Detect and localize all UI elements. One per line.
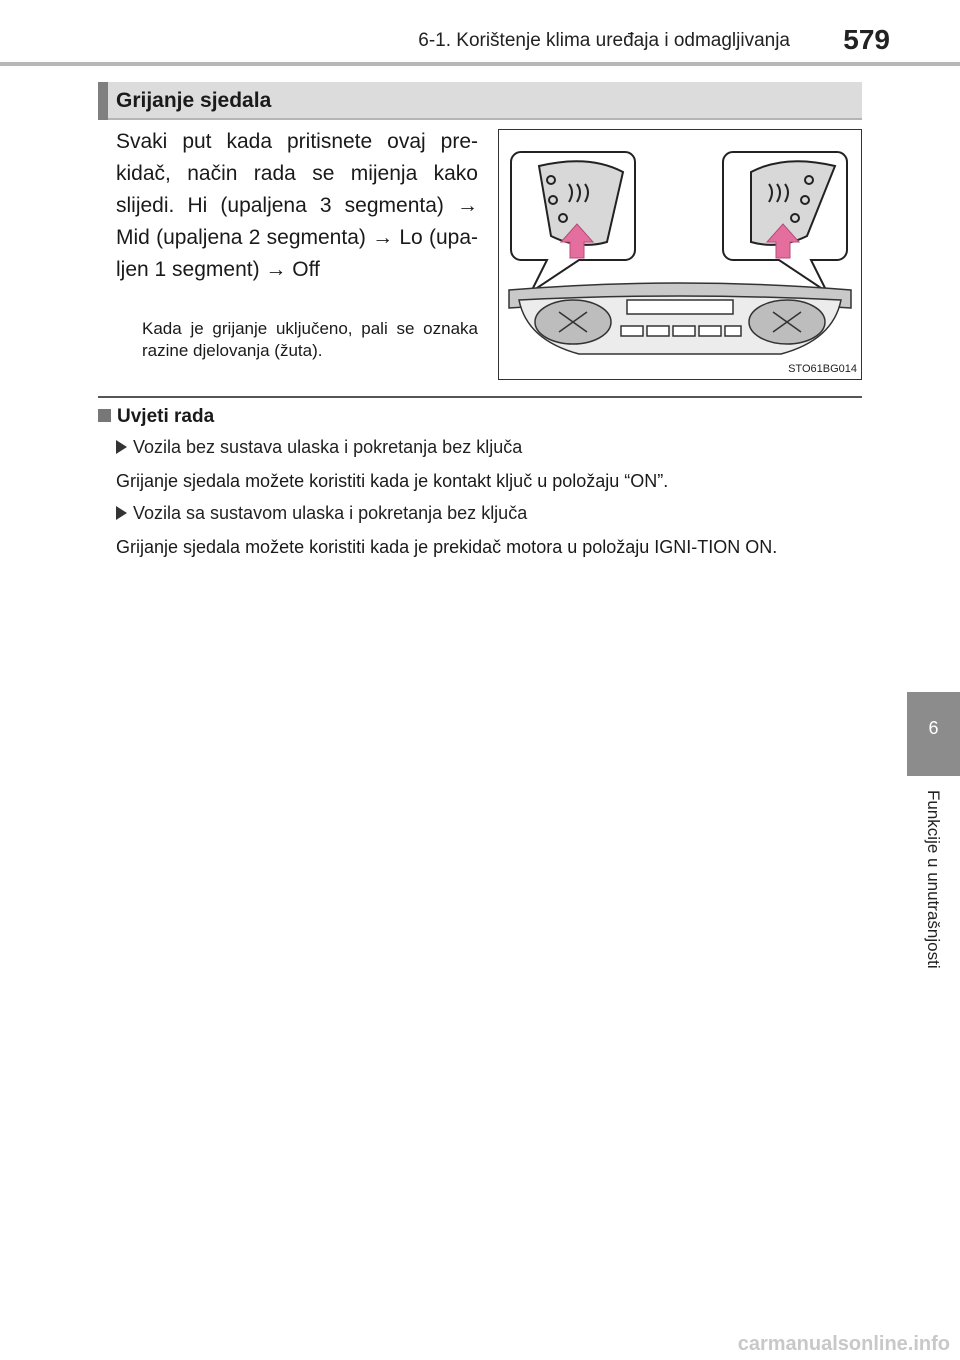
seat-heater-figure bbox=[498, 129, 862, 380]
watermark: carmanualsonline.info bbox=[737, 1333, 950, 1355]
bullet-text: Vozila bez sustava ulaska i pokretanja bez ključa bbox=[133, 437, 523, 457]
conditions-heading-text: Uvjeti rada bbox=[117, 406, 215, 427]
bullet-text: Vozila sa sustavom ulaska i pokretanja bez ključa bbox=[133, 503, 528, 523]
condition-text-2: Grijanje sjedala možete koristiti kada je prekidač motora u položaju IGNI-TION ON. bbox=[116, 537, 778, 557]
seat-heater-illustration bbox=[499, 130, 861, 379]
left-callout bbox=[511, 152, 635, 292]
note-text: Kada je grijanje uključeno, pali se oznaka razine djelovanja (žuta). bbox=[142, 319, 478, 360]
chapter-tab[interactable] bbox=[907, 692, 960, 776]
square-bullet-icon bbox=[98, 409, 111, 422]
chapter-number: 6 bbox=[928, 718, 939, 738]
right-callout bbox=[723, 152, 847, 292]
conditions-heading bbox=[98, 406, 214, 428]
header-rule bbox=[0, 62, 960, 66]
figure-code: STO61BG014 bbox=[788, 363, 857, 375]
condition-text-1: Grijanje sjedala možete koristiti kada je kontakt ključ u položaju “ON”. bbox=[116, 471, 669, 491]
chapter-label: Funkcije u unutrašnjosti bbox=[924, 790, 943, 969]
section-divider bbox=[98, 396, 862, 398]
header-title: 6-1. Korištenje klima uređaja i odmagljivanja bbox=[418, 30, 790, 51]
bullet-no-smart-key bbox=[116, 437, 522, 458]
section-title: Grijanje sjedala bbox=[116, 89, 272, 112]
triangle-bullet-icon bbox=[116, 440, 127, 454]
triangle-bullet-icon bbox=[116, 506, 127, 520]
page-number: 579 bbox=[843, 24, 890, 55]
console-panel bbox=[509, 283, 851, 354]
bullet-smart-key bbox=[116, 503, 527, 524]
intro-text: Svaki put kada pritisnete ovaj pre-kidač, način rada se mijenja kako slijedi. Hi (upaljena 3 segmenta) → Mid (upaljena 2 segmenta) → Lo (upa-ljen 1 segment) → Off bbox=[116, 130, 478, 281]
section-bar bbox=[98, 82, 862, 120]
